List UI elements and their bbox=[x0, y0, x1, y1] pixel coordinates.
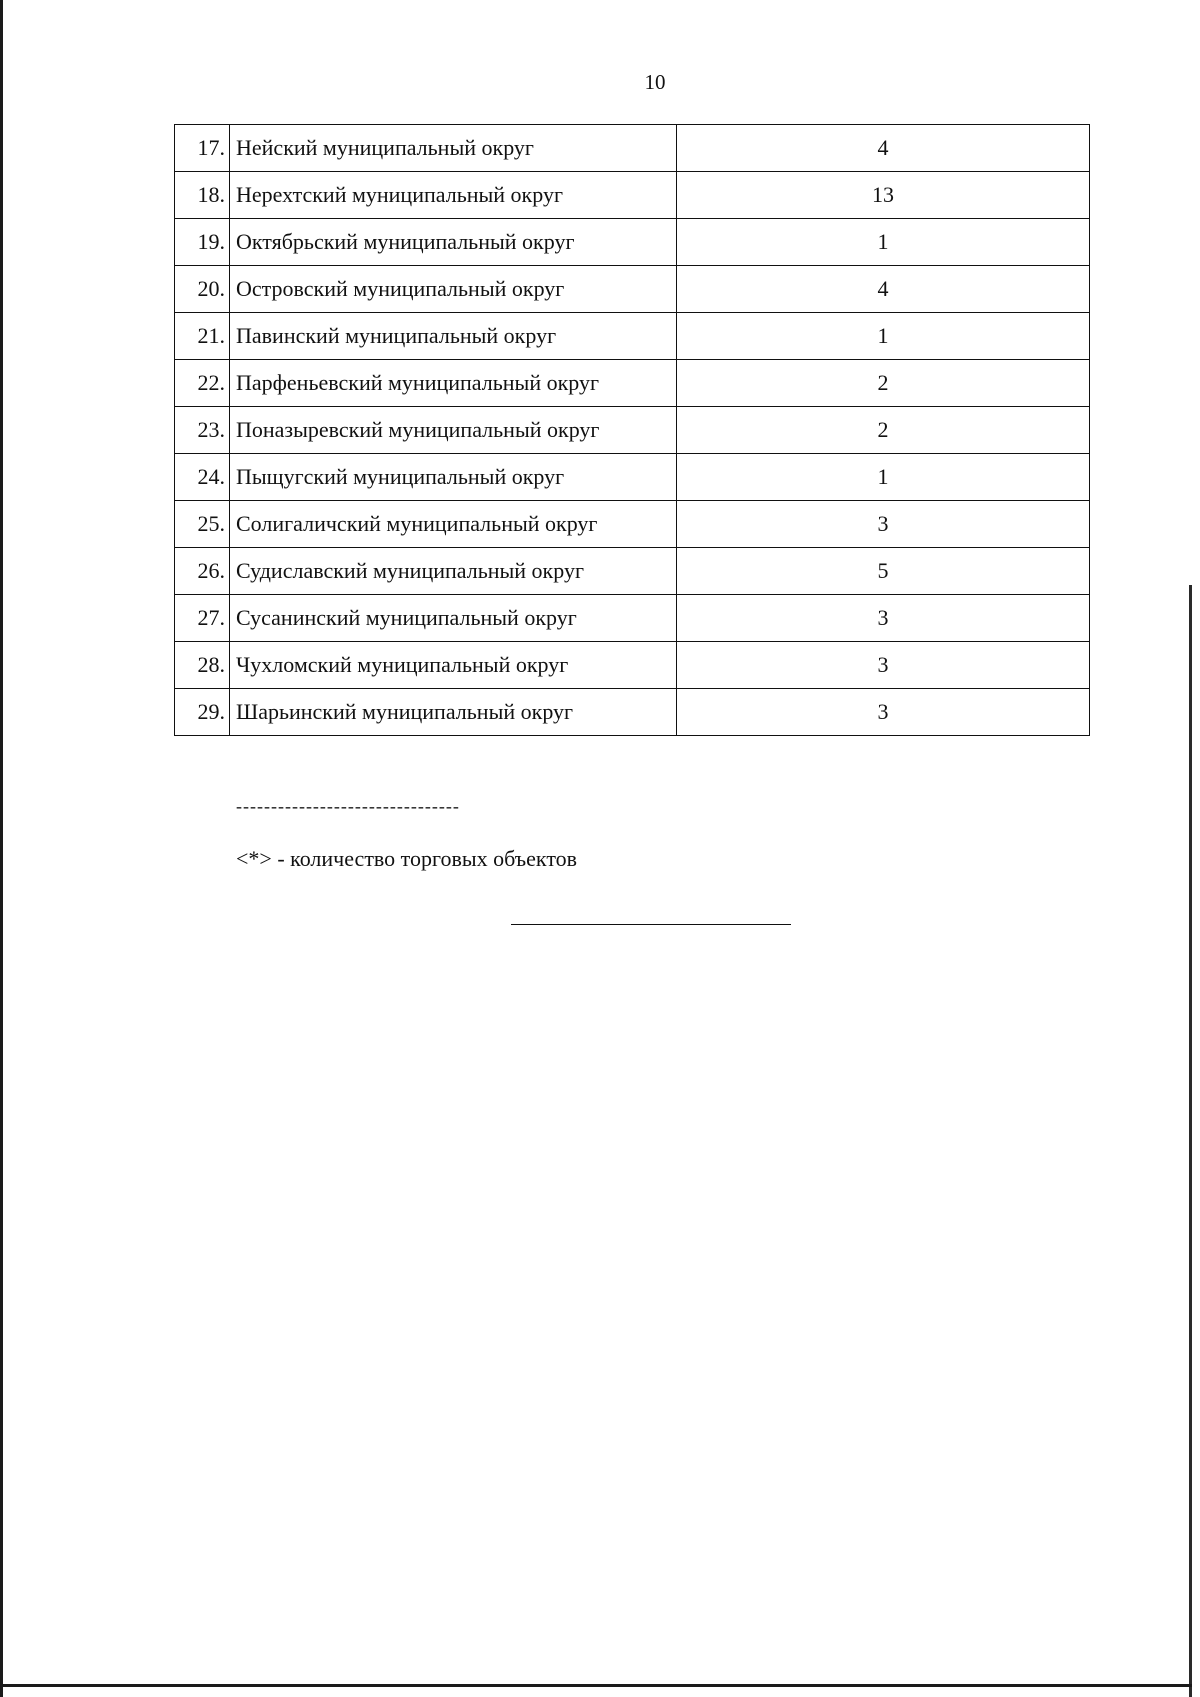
row-number: 25. bbox=[175, 501, 230, 548]
district-name: Поназыревский муниципальный округ bbox=[230, 407, 677, 454]
row-number: 28. bbox=[175, 642, 230, 689]
row-number: 27. bbox=[175, 595, 230, 642]
footnote-separator: -------------------------------- bbox=[236, 796, 460, 816]
row-number: 26. bbox=[175, 548, 230, 595]
municipal-districts-table bbox=[174, 124, 1090, 736]
row-number: 18. bbox=[175, 172, 230, 219]
table-body bbox=[175, 125, 1090, 736]
district-name: Чухломский муниципальный округ bbox=[230, 642, 677, 689]
district-name: Октябрьский муниципальный округ bbox=[230, 219, 677, 266]
object-count: 5 bbox=[677, 548, 1090, 595]
district-name: Сусанинский муниципальный округ bbox=[230, 595, 677, 642]
object-count: 2 bbox=[677, 360, 1090, 407]
row-number: 20. bbox=[175, 266, 230, 313]
table-row bbox=[175, 501, 1090, 548]
scan-edge-left bbox=[0, 0, 3, 1697]
table-row bbox=[175, 360, 1090, 407]
scan-edge-right bbox=[1189, 585, 1192, 1697]
district-name: Нерехтский муниципальный округ bbox=[230, 172, 677, 219]
table-row bbox=[175, 642, 1090, 689]
district-name: Пыщугский муниципальный округ bbox=[230, 454, 677, 501]
table-row bbox=[175, 219, 1090, 266]
table-row bbox=[175, 548, 1090, 595]
district-name: Парфеньевский муниципальный округ bbox=[230, 360, 677, 407]
row-number: 22. bbox=[175, 360, 230, 407]
scan-edge-bottom bbox=[0, 1684, 1192, 1687]
row-number: 19. bbox=[175, 219, 230, 266]
object-count: 3 bbox=[677, 501, 1090, 548]
row-number: 29. bbox=[175, 689, 230, 736]
object-count: 1 bbox=[677, 454, 1090, 501]
object-count: 2 bbox=[677, 407, 1090, 454]
district-name: Солигаличский муниципальный округ bbox=[230, 501, 677, 548]
district-name: Судиславский муниципальный округ bbox=[230, 548, 677, 595]
page-number: 10 bbox=[644, 70, 666, 94]
row-number: 21. bbox=[175, 313, 230, 360]
end-of-document-rule bbox=[511, 924, 791, 925]
district-name: Нейский муниципальный округ bbox=[230, 125, 677, 172]
object-count: 4 bbox=[677, 125, 1090, 172]
table-row bbox=[175, 407, 1090, 454]
object-count: 13 bbox=[677, 172, 1090, 219]
table-row bbox=[175, 125, 1090, 172]
object-count: 1 bbox=[677, 219, 1090, 266]
object-count: 3 bbox=[677, 689, 1090, 736]
row-number: 17. bbox=[175, 125, 230, 172]
table-row bbox=[175, 595, 1090, 642]
district-name: Островский муниципальный округ bbox=[230, 266, 677, 313]
table-row bbox=[175, 266, 1090, 313]
row-number: 23. bbox=[175, 407, 230, 454]
object-count: 3 bbox=[677, 642, 1090, 689]
table-row bbox=[175, 172, 1090, 219]
object-count: 3 bbox=[677, 595, 1090, 642]
footnote-text: <*> - количество торговых объектов bbox=[236, 846, 578, 871]
table-row bbox=[175, 313, 1090, 360]
district-name: Павинский муниципальный округ bbox=[230, 313, 677, 360]
object-count: 1 bbox=[677, 313, 1090, 360]
object-count: 4 bbox=[677, 266, 1090, 313]
district-name: Шарьинский муниципальный округ bbox=[230, 689, 677, 736]
table-row bbox=[175, 689, 1090, 736]
table-row bbox=[175, 454, 1090, 501]
row-number: 24. bbox=[175, 454, 230, 501]
